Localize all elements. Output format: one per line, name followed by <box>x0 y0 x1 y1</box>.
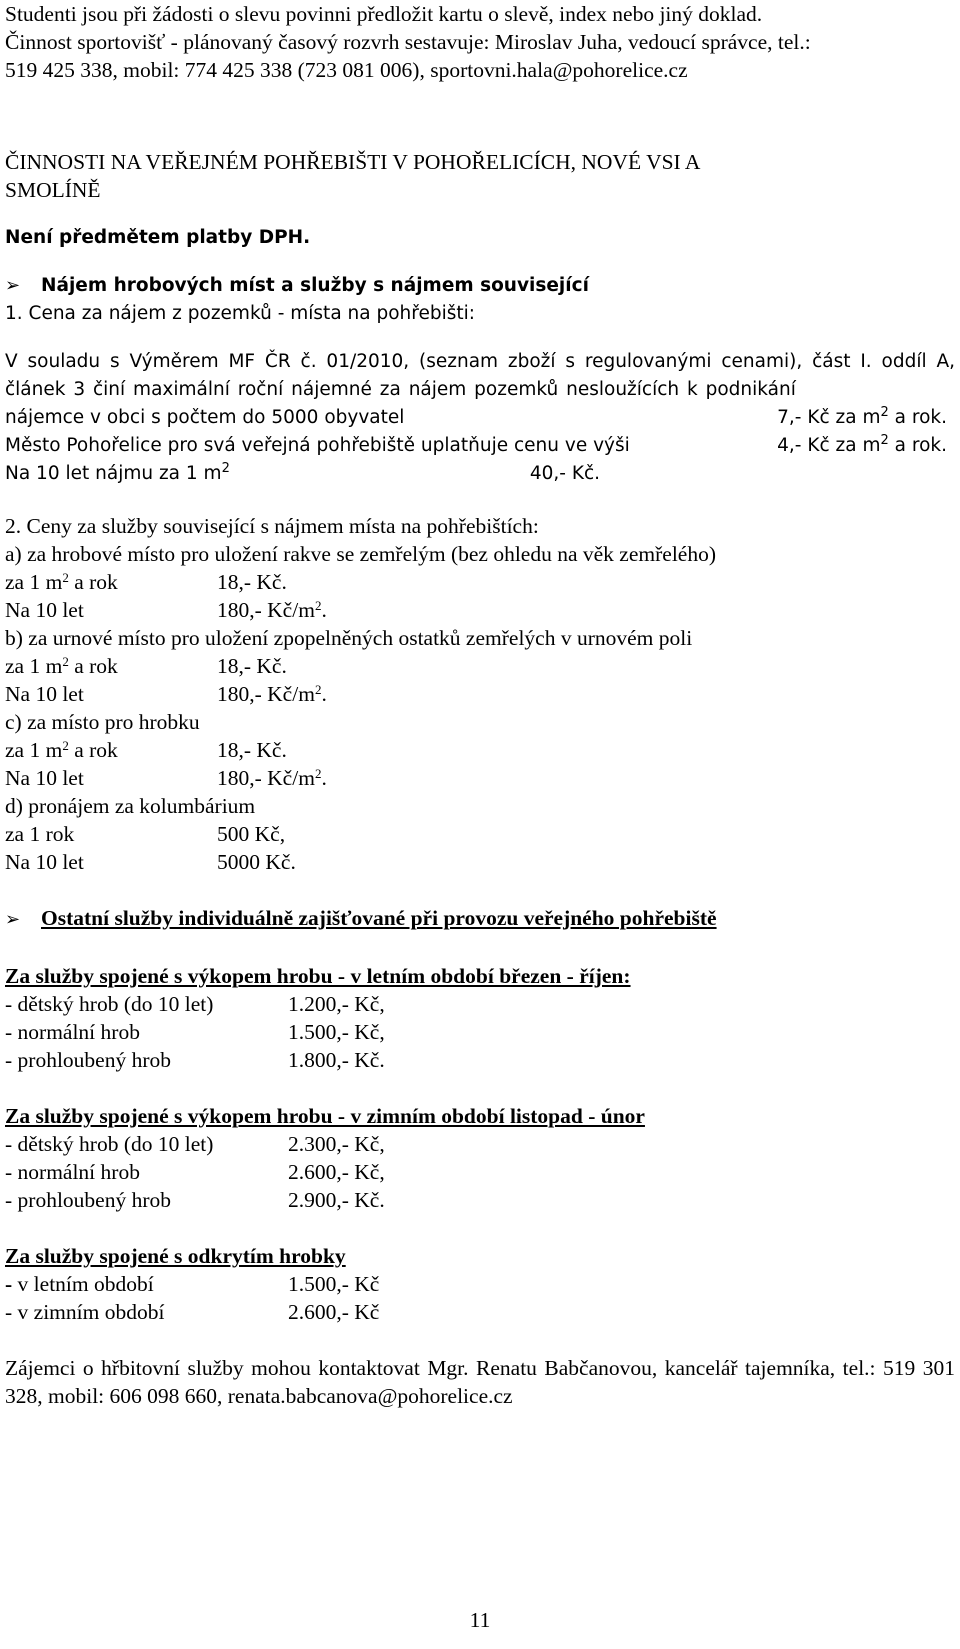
tomb-uncovering-block: Za služby spojené s odkrytím hrobky - v letním období 1.500,- Kč - v zimním období 2.600,- Kč <box>5 1242 955 1326</box>
excavation-summer-block: Za služby spojené s výkopem hrobu - v letním období březen - říjen: - dětský hrob (do 10 let) 1.200,- Kč, - normální hrob 1.500,- Kč, - prohloubený hrob 1.800,- Kč. <box>5 962 955 1074</box>
block-title: Za služby spojené s odkrytím hrobky <box>5 1244 346 1268</box>
document-page <box>5 0 955 1410</box>
group-value: 180,- $Kč/m^2$. <box>217 598 327 622</box>
group-title: a) za hrobové místo pro uložení rakve se zemřelým (bez ohledu na věk zemřelého) <box>5 542 716 566</box>
block-value: 1.800,- Kč. <box>288 1048 385 1072</box>
price-label: Na 10 let nájmu za 1 $m^2$ <box>5 461 230 484</box>
regulation-paragraph: V souladu s Výměrem MF ČR č. 01/2010, (seznam zboží s regulovanými cenami), část I. oddíl A, článek 3 činí maximální roční nájemné za nájem pozemků nesloužících k podnikání <box>5 351 955 400</box>
section-heading: ČINNOSTI NA VEŘEJNÉM POHŘEBIŠTI V POHOŘELICÍCH, NOVÉ VSI A <box>5 150 701 174</box>
group-row: za 1 $m^2$ a rok 18,- Kč. <box>5 738 287 762</box>
arrow-bullet-icon: ➢ <box>5 275 21 296</box>
block-title: Za služby spojené s výkopem hrobu - v letním období březen - říjen: <box>5 964 631 988</box>
group-row: Na 10 let 180,- $Kč/m^2$. <box>5 598 327 622</box>
service-group <box>5 708 955 792</box>
block-value: 2.900,- Kč. <box>288 1188 385 1212</box>
intro-line: Studenti jsou při žádosti o slevu povinni předložit kartu o slevě, index nebo jiný doklad. <box>5 2 763 26</box>
arrow-bullet-icon: ➢ <box>5 909 21 930</box>
group-value: 500 Kč, <box>217 822 286 846</box>
contact-paragraph: Zájemci o hřbitovní služby mohou kontaktovat Mgr. Renatu Babčanovou, kancelář tajemníka, tel.: 519 301 328, mobil: 606 098 660, renata.babcanova@pohorelice.cz <box>5 1356 955 1408</box>
group-row: Na 10 let 180,- $Kč/m^2$. <box>5 766 327 790</box>
block-value: 2.600,- Kč <box>288 1300 380 1324</box>
price-row <box>5 404 955 432</box>
group-row: za 1 rok 500 Kč, <box>5 822 286 846</box>
group-value: 180,- $Kč/m^2$. <box>217 682 327 706</box>
block-value: 1.500,- Kč <box>288 1272 380 1296</box>
block-value: 1.500,- Kč, <box>288 1020 385 1044</box>
group-row: Na 10 let 180,- $Kč/m^2$. <box>5 682 327 706</box>
group-value: 18,- Kč. <box>217 654 287 678</box>
intro-line: Činnost sportovišť - plánovaný časový rozvrh sestavuje: Miroslav Juha, vedoucí správce, tel.: <box>5 30 811 54</box>
intro-line: 519 425 338, mobil: 774 425 338 (723 081 006), sportovni.hala@pohorelice.cz <box>5 58 688 82</box>
block-value: 2.300,- Kč, <box>288 1132 385 1156</box>
page-number: 11 <box>469 1608 491 1632</box>
group-row: Na 10 let 5000 Kč. <box>5 850 296 874</box>
price-label: nájemce v obci s počtem do 5000 obyvatel <box>5 407 405 428</box>
group-title: d) pronájem za kolumbárium <box>5 794 256 818</box>
block-title: Za služby spojené s výkopem hrobu - v zimním období listopad - únor <box>5 1104 645 1128</box>
group-row: za 1 $m^2$ a rok 18,- Kč. <box>5 570 287 594</box>
group-row: za 1 $m^2$ a rok 18,- Kč. <box>5 654 287 678</box>
group-title: b) za urnové místo pro uložení zpopelněných ostatků zemřelých v urnovém poli <box>5 626 693 650</box>
service-group <box>5 792 955 876</box>
group-value: 18,- Kč. <box>217 738 287 762</box>
price-value: 4,- Kč za $m^2$ a rok. <box>777 433 947 456</box>
item-title: 1. Cena za nájem z pozemků - místa na pohřebišti: <box>5 303 475 324</box>
group-value: 18,- Kč. <box>217 570 287 594</box>
vat-note: Není předmětem platby DPH. <box>5 227 311 248</box>
service-group <box>5 624 955 708</box>
price-row <box>5 460 955 488</box>
block-value: 1.200,- Kč, <box>288 992 385 1016</box>
price-value: 7,- Kč za $m^2$ a rok. <box>777 405 947 428</box>
section2-title: 2. Ceny za služby související s nájmem místa na pohřebištích: <box>5 514 539 538</box>
price-value: 40,- Kč. <box>529 463 601 484</box>
group-value: 5000 Kč. <box>217 850 296 874</box>
bullet-title: Nájem hrobových míst a služby s nájmem související <box>41 275 589 296</box>
service-group <box>5 540 955 624</box>
group-title: c) za místo pro hrobku <box>5 710 200 734</box>
price-label: Město Pohořelice pro svá veřejná pohřebiště uplatňuje cenu ve výši <box>5 435 630 456</box>
block-value: 2.600,- Kč, <box>288 1160 385 1184</box>
price-row <box>5 432 955 460</box>
bullet-heading <box>5 904 955 934</box>
bullet-title: Ostatní služby individuálně zajišťované při provozu veřejného pohřebiště <box>41 906 717 930</box>
excavation-winter-block: Za služby spojené s výkopem hrobu - v zimním období listopad - únor - dětský hrob (do 10 let) 2.300,- Kč, - normální hrob 2.600,- Kč, - prohloubený hrob 2.900,- Kč. <box>5 1102 955 1214</box>
bullet-heading <box>5 272 955 300</box>
group-value: 180,- $Kč/m^2$. <box>217 766 327 790</box>
section-heading-cont: SMOLÍNĚ <box>5 178 101 202</box>
